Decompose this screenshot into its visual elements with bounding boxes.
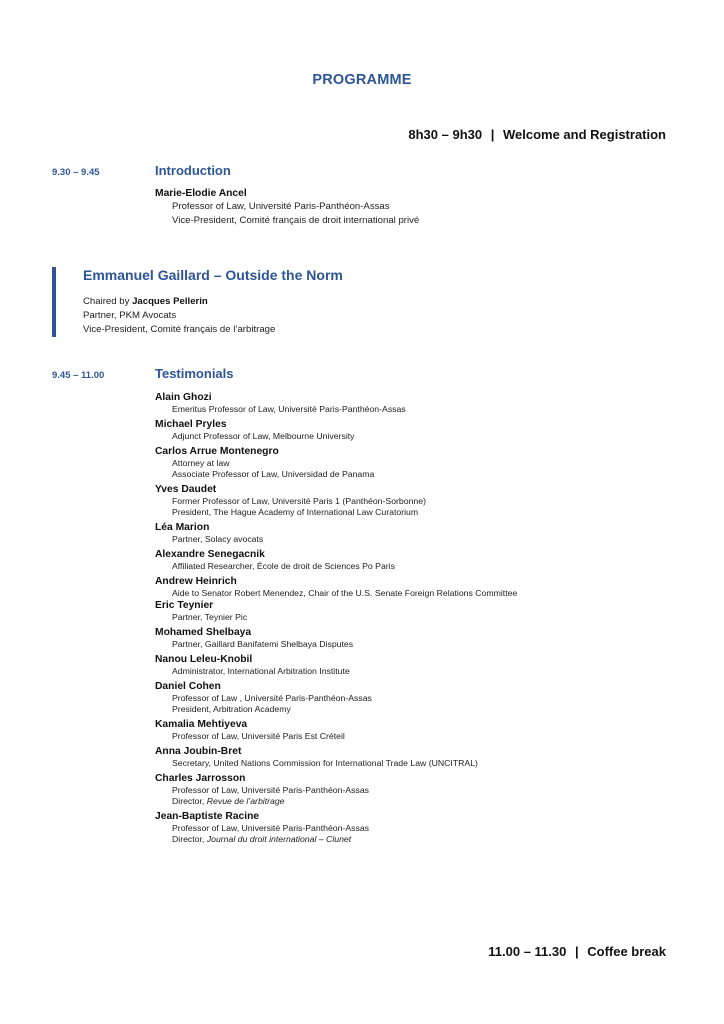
testimonials-heading: Testimonials: [155, 366, 234, 381]
testimonials-time: 9.45 – 11.00: [52, 370, 105, 381]
speaker-role: Adjunct Professor of Law, Melbourne University: [172, 431, 355, 441]
welcome-time: 8h30 – 9h30: [408, 127, 483, 142]
coffee-time: 11.00 – 11.30: [488, 944, 567, 959]
testimonial-speaker: [155, 599, 517, 623]
speaker-name: Carlos Arrue Montenegro: [155, 446, 279, 457]
speaker-role: Attorney at law: [172, 458, 230, 468]
page-title: PROGRAMME: [312, 72, 412, 88]
gaillard-chair-info: [83, 295, 275, 337]
testimonial-speaker: [155, 575, 517, 599]
speaker-role: Professor of Law, Université Paris-Panthéon-Assas: [172, 201, 390, 212]
speaker-role: Vice-President, Comité français de droit international privé: [172, 214, 420, 226]
speaker-role: Professor of Law, Université Paris Est Créteil: [172, 731, 345, 741]
testimonials-list: [155, 391, 517, 848]
speaker-role-director: [155, 796, 517, 807]
speaker-role: President, Arbitration Academy: [172, 704, 291, 714]
speaker-role: Associate Professor of Law, Universidad de Panama: [172, 469, 375, 479]
testimonial-speaker: [155, 626, 517, 650]
speaker-role: Administrator, International Arbitration Institute: [172, 666, 350, 676]
speaker-role-director: [155, 834, 517, 845]
testimonial-speaker: [155, 521, 517, 545]
speaker-name: Daniel Cohen: [155, 681, 221, 692]
welcome-separator: |: [490, 127, 495, 142]
chair-role: Partner, PKM Avocats: [83, 310, 177, 321]
coffee-label: Coffee break: [587, 944, 666, 959]
testimonial-speaker: [155, 483, 517, 518]
speaker-name: Anna Joubin-Bret: [155, 746, 242, 757]
speaker-name: Alain Ghozi: [155, 392, 212, 403]
role-prefix: Director,: [172, 834, 207, 844]
speaker-name: Alexandre Senegacnik: [155, 549, 265, 560]
speaker-name: Eric Teynier: [155, 600, 214, 611]
speaker-role: Former Professor of Law, Université Paris 1 (Panthéon-Sorbonne): [172, 496, 426, 506]
speaker-role: Aide to Senator Robert Menendez, Chair of the U.S. Senate Foreign Relations Committee: [172, 588, 518, 598]
journal-title: Journal du droit international – Clunet: [206, 834, 352, 844]
welcome-label: Welcome and Registration: [502, 127, 666, 142]
testimonial-speaker: [155, 391, 517, 415]
speaker-role: Emeritus Professor of Law, Université Paris-Panthéon-Assas: [172, 404, 406, 414]
speaker-role: Professor of Law , Université Paris-Panthéon-Assas: [172, 693, 372, 703]
speaker-role: Professor of Law, Université Paris-Panthéon-Assas: [172, 823, 370, 833]
introduction-heading: Introduction: [155, 163, 231, 178]
speaker-name: Kamalia Mehtiyeva: [155, 719, 248, 730]
testimonial-speaker: [155, 418, 517, 442]
speaker-role: Partner, Gaillard Banifatemi Shelbaya Disputes: [172, 639, 354, 649]
testimonial-speaker: [155, 718, 517, 742]
speaker-role: Professor of Law, Université Paris-Panthéon-Assas: [172, 785, 370, 795]
speaker-role: Partner, Solacy avocats: [172, 534, 264, 544]
chaired-by-line: [83, 295, 275, 309]
speaker-name: Yves Daudet: [155, 484, 217, 495]
testimonial-speaker: [155, 445, 517, 480]
speaker-name: Jean-Baptiste Racine: [155, 811, 260, 822]
testimonial-speaker: [155, 548, 517, 572]
coffee-separator: |: [574, 944, 579, 959]
introduction-speaker: [155, 187, 419, 227]
speaker-name: Charles Jarrosson: [155, 773, 246, 784]
testimonial-speaker: [155, 810, 517, 845]
speaker-name: Michael Pryles: [155, 419, 227, 430]
welcome-line: [408, 127, 666, 142]
section-accent-bar: [52, 267, 56, 337]
testimonial-speaker: [155, 653, 517, 677]
chaired-prefix: Chaired by: [83, 296, 133, 307]
speaker-name: Andrew Heinrich: [155, 576, 237, 587]
speaker-name: Mohamed Shelbaya: [155, 627, 252, 638]
speaker-name: Nanou Leleu-Knobil: [155, 654, 253, 665]
speaker-role: Secretary, United Nations Commission for International Trade Law (UNCITRAL): [172, 758, 478, 768]
testimonial-speaker: [155, 772, 517, 807]
coffee-break-line: [488, 944, 666, 959]
testimonial-speaker: [155, 745, 517, 769]
journal-title: Revue de l’arbitrage: [206, 796, 285, 806]
chair-name: Jacques Pellerin: [132, 296, 208, 307]
speaker-role: President, The Hague Academy of International Law Curatorium: [172, 507, 419, 517]
speaker-name: Léa Marion: [155, 522, 210, 533]
speaker-role: Affiliated Researcher, École de droit de Sciences Po Paris: [172, 561, 395, 571]
introduction-time: 9.30 – 9.45: [52, 167, 100, 178]
gaillard-heading: Emmanuel Gaillard – Outside the Norm: [83, 267, 343, 283]
role-prefix: Director,: [172, 796, 207, 806]
chair-role: Vice-President, Comité français de l’arbitrage: [83, 324, 276, 335]
testimonial-speaker: [155, 680, 517, 715]
speaker-name: Marie-Elodie Ancel: [155, 188, 247, 199]
speaker-role: Partner, Teynier Pic: [172, 612, 248, 622]
